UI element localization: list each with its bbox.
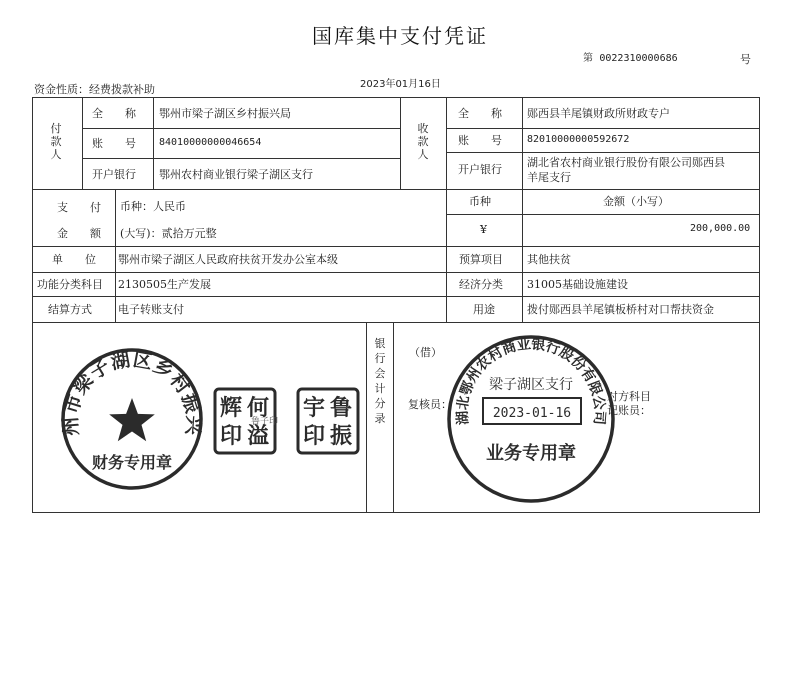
row-line bbox=[32, 322, 760, 323]
bank-accounting-label: 银行会计分录 bbox=[374, 337, 386, 425]
name-seal-1-char-3: 溢 bbox=[246, 423, 270, 449]
settlement-label: 结算方式 bbox=[48, 303, 92, 316]
bank-seal-arc-text: 湖北鄂州农村商业银行股份有限公司 bbox=[454, 336, 608, 426]
table-border-bottom bbox=[32, 512, 760, 513]
amount-figures: 200,000.00 bbox=[690, 223, 751, 234]
col-line bbox=[522, 246, 523, 322]
row-line bbox=[32, 272, 760, 273]
purpose-label: 用途 bbox=[473, 303, 495, 316]
col-line bbox=[82, 97, 83, 189]
unit-value: 鄂州市梁子湖区人民政府扶贫开发办公室本级 bbox=[118, 253, 338, 266]
payee-name: 郧西县羊尾镇财政所财政专户 bbox=[527, 107, 670, 120]
payee-account-label: 账 号 bbox=[458, 134, 502, 147]
payment-label-line1: 支 付 bbox=[57, 201, 101, 214]
bank-seal-branch: 梁子湖区支行 bbox=[489, 377, 573, 393]
budget-item-label: 预算项目 bbox=[459, 253, 503, 266]
economic-class-label: 经济分类 bbox=[459, 278, 503, 291]
amount-in-words: (大写)：贰拾万元整 bbox=[120, 227, 217, 240]
row-line bbox=[32, 246, 760, 247]
col-line bbox=[115, 246, 116, 322]
name-seal-2-char-0: 宇 bbox=[302, 395, 326, 421]
finance-seal-stamp bbox=[46, 327, 207, 494]
row-line bbox=[82, 128, 400, 129]
payer-name-label: 全 称 bbox=[92, 107, 136, 120]
serial-number bbox=[583, 54, 678, 64]
payer-group-label: 付款人 bbox=[50, 122, 62, 161]
name-seal-1-char-2: 印 bbox=[219, 423, 243, 449]
payer-bank: 鄂州农村商业银行梁子湖区支行 bbox=[159, 168, 313, 181]
function-class-label: 功能分类科目 bbox=[37, 278, 103, 291]
payee-name-label: 全 称 bbox=[458, 107, 502, 120]
payer-account: 84010000000046654 bbox=[159, 137, 262, 148]
col-line bbox=[366, 322, 367, 512]
col-line bbox=[115, 189, 116, 246]
row-line bbox=[82, 158, 400, 159]
amount-column-label: 金额（小写） bbox=[603, 195, 669, 208]
name-seal-2-char-3: 振 bbox=[329, 423, 353, 449]
payee-bank-line1: 湖北省农村商业银行股份有限公司郧西县 bbox=[527, 156, 725, 169]
serial-value: 0022310000686 bbox=[599, 53, 678, 64]
name-seal-2-char-2: 印 bbox=[302, 423, 326, 449]
serial-prefix: 第 bbox=[583, 53, 593, 64]
col-line bbox=[393, 322, 394, 512]
col-line bbox=[400, 97, 401, 189]
fund-nature: 资金性质：经费拨款补助 bbox=[34, 83, 155, 96]
payer-bank-label: 开户银行 bbox=[92, 168, 136, 181]
voucher-title: 国库集中支付凭证 bbox=[312, 24, 488, 48]
col-line bbox=[522, 97, 523, 189]
reviewer-label: 复核员： bbox=[408, 398, 452, 411]
name-seal-2 bbox=[296, 387, 360, 455]
col-line bbox=[446, 246, 447, 322]
economic-class-value: 31005基础设施建设 bbox=[527, 278, 628, 291]
row-line bbox=[446, 128, 760, 129]
payee-group-label: 收款人 bbox=[417, 122, 429, 161]
budget-item-value: 其他扶贫 bbox=[527, 253, 571, 266]
payer-name: 鄂州市梁子湖区乡村振兴局 bbox=[159, 107, 291, 120]
row-line bbox=[32, 296, 760, 297]
col-line bbox=[153, 97, 154, 189]
payee-bank-line2: 羊尾支行 bbox=[527, 171, 571, 184]
bank-business-seal-stamp bbox=[443, 331, 619, 507]
finance-seal-arc-text: 鄂州市梁子湖区乡村振兴局 bbox=[46, 327, 205, 437]
col-line bbox=[446, 97, 447, 189]
col-line bbox=[522, 189, 523, 246]
payee-account: 82010000000592672 bbox=[527, 134, 630, 145]
table-border-top bbox=[32, 97, 760, 98]
currency-label: 币种：人民币 bbox=[120, 200, 186, 213]
col-line bbox=[446, 189, 447, 246]
purpose-value: 拨付郧西县羊尾镇板桥村对口帮扶资金 bbox=[527, 303, 714, 316]
serial-suffix: 号 bbox=[740, 53, 751, 66]
name-seal-1-char-1: 何 bbox=[246, 395, 270, 421]
payer-account-label: 账 号 bbox=[92, 137, 136, 150]
table-border-right bbox=[759, 97, 760, 513]
debit-label: （借） bbox=[409, 346, 442, 359]
row-line bbox=[446, 214, 760, 215]
bank-seal-date: 2023-01-16 bbox=[492, 406, 572, 421]
finance-seal-bottom-text: 财务专用章 bbox=[91, 453, 173, 472]
row-line bbox=[446, 152, 760, 153]
unit-label: 单 位 bbox=[52, 253, 96, 266]
name-seal-overlay-text: 鲁子印 bbox=[251, 417, 279, 427]
star-icon bbox=[109, 398, 155, 441]
bank-seal-bottom-text: 业务专用章 bbox=[486, 443, 576, 464]
table-border-left bbox=[32, 97, 33, 513]
settlement-value: 电子转账支付 bbox=[118, 303, 184, 316]
counter-account-label: 对方科目 bbox=[607, 390, 651, 403]
currency-column-label: 币种 bbox=[469, 195, 491, 208]
payment-label-line2: 金 额 bbox=[57, 227, 101, 240]
payee-bank-label: 开户银行 bbox=[458, 163, 502, 176]
voucher-date: 2023年01月16日 bbox=[360, 79, 441, 90]
row-line bbox=[32, 189, 760, 190]
name-seal-1-char-0: 辉 bbox=[219, 395, 243, 421]
function-class-value: 2130505生产发展 bbox=[118, 278, 211, 291]
yen-sign: ¥ bbox=[480, 223, 487, 236]
bookkeeper-label: 记账员： bbox=[607, 404, 651, 417]
name-seal-2-char-1: 鲁 bbox=[329, 395, 353, 421]
